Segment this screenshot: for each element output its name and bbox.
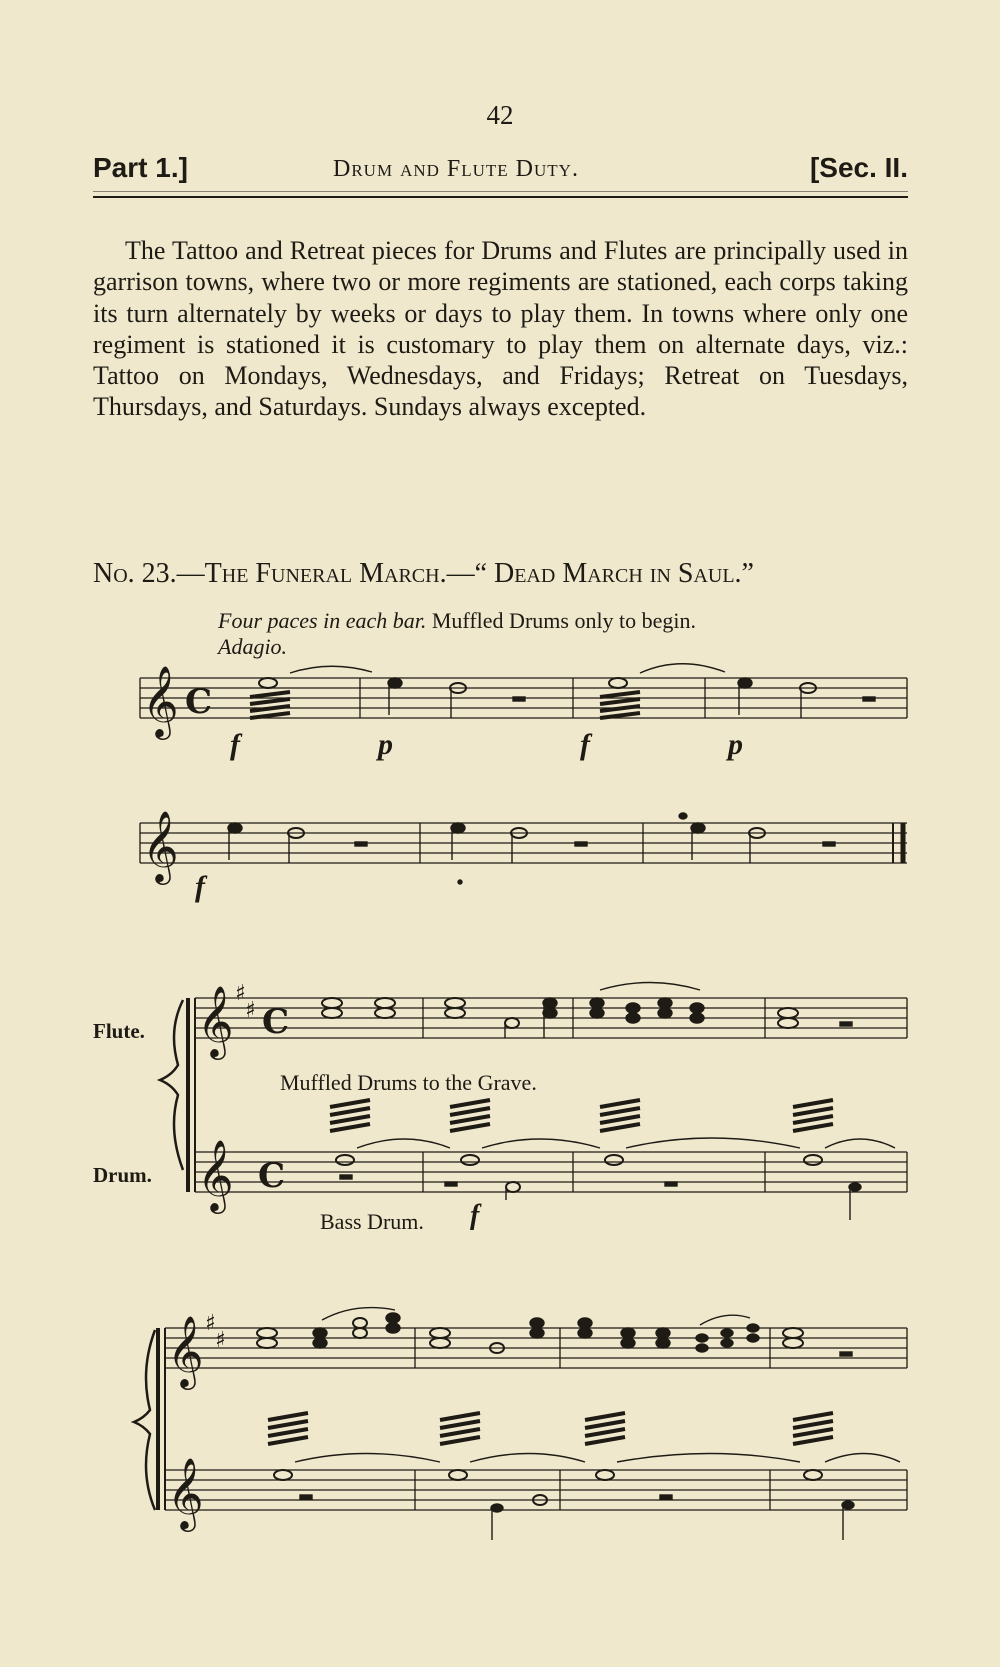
note bbox=[388, 678, 402, 688]
dynamic-forte: f bbox=[470, 1200, 480, 1231]
note bbox=[609, 678, 627, 688]
drum-roll bbox=[793, 1413, 833, 1444]
note bbox=[721, 1339, 733, 1347]
key-signature: ♯ bbox=[245, 998, 256, 1023]
note bbox=[313, 1328, 327, 1338]
treble-clef: 𝄞 bbox=[167, 1456, 204, 1529]
body-paragraph: The Tattoo and Retreat pieces for Drums and Flutes are principally used in garrison towns, where two or more regiments are stationed, each corps taking its turn alternately by weeks or days to play them. In towns where only one regiment is stationed it is customary to play them on alternate days, viz.: Tattoo on Mondays, Wednesdays, and Fridays; Retreat on Tuesdays, Thursdays, and Saturdays. Sundays always excepted. bbox=[93, 236, 908, 422]
note bbox=[804, 1470, 822, 1480]
note bbox=[257, 1328, 277, 1338]
note bbox=[375, 1008, 395, 1018]
flute-label: Flute. bbox=[93, 1019, 145, 1043]
note bbox=[605, 1155, 623, 1165]
note bbox=[747, 1324, 759, 1332]
staff-brace bbox=[160, 1000, 183, 1170]
tempo-marking: Adagio. bbox=[218, 634, 288, 659]
staff-brace bbox=[134, 1330, 155, 1510]
note bbox=[445, 998, 465, 1008]
key-signature: ♯ bbox=[215, 1328, 226, 1353]
key-signature: ♯ bbox=[235, 981, 246, 1006]
note bbox=[461, 1155, 479, 1165]
note bbox=[506, 1182, 520, 1192]
bass-drum-label: Bass Drum. bbox=[320, 1209, 424, 1234]
note bbox=[783, 1328, 803, 1338]
instruction-drums: Muffled Drums only to begin. bbox=[431, 608, 697, 633]
drum-roll bbox=[330, 1100, 370, 1131]
note bbox=[353, 1318, 367, 1328]
note bbox=[626, 1013, 640, 1023]
header-part: Part 1.] bbox=[93, 152, 188, 183]
page-number: 42 bbox=[486, 100, 514, 130]
treble-clef: 𝄞 bbox=[197, 1138, 234, 1211]
note bbox=[691, 823, 705, 833]
note bbox=[228, 823, 242, 833]
note bbox=[313, 1338, 327, 1348]
note bbox=[578, 1318, 592, 1328]
note bbox=[656, 1328, 670, 1338]
drum-roll bbox=[600, 1100, 640, 1131]
drum-roll bbox=[268, 1413, 308, 1444]
note bbox=[322, 1008, 342, 1018]
drum-roll bbox=[450, 1100, 490, 1131]
drum-roll bbox=[440, 1413, 480, 1444]
note bbox=[274, 1470, 292, 1480]
note bbox=[590, 998, 604, 1008]
note bbox=[445, 1008, 465, 1018]
header-section: [Sec. II. bbox=[809, 152, 908, 183]
note bbox=[430, 1328, 450, 1338]
drum-roll bbox=[793, 1100, 833, 1131]
note bbox=[778, 1008, 798, 1018]
treble-clef: 𝄞 bbox=[197, 984, 234, 1057]
staccato-dot bbox=[458, 880, 462, 884]
note bbox=[804, 1155, 822, 1165]
note bbox=[578, 1328, 592, 1338]
note bbox=[696, 1334, 708, 1342]
note bbox=[690, 1003, 704, 1013]
dynamic-piano: p bbox=[378, 728, 393, 761]
drum-label: Drum. bbox=[93, 1163, 152, 1187]
note bbox=[658, 998, 672, 1008]
note bbox=[322, 998, 342, 1008]
note bbox=[621, 1328, 635, 1338]
note bbox=[257, 1338, 277, 1348]
note bbox=[590, 1008, 604, 1018]
note bbox=[259, 678, 277, 688]
note bbox=[738, 678, 752, 688]
time-signature: C bbox=[185, 682, 213, 722]
treble-clef: 𝄞 bbox=[142, 809, 179, 882]
note bbox=[375, 998, 395, 1008]
note bbox=[656, 1338, 670, 1348]
note bbox=[849, 1183, 861, 1191]
note bbox=[621, 1338, 635, 1348]
note bbox=[505, 1018, 519, 1028]
note bbox=[842, 1501, 854, 1509]
note bbox=[778, 1018, 798, 1028]
time-signature: C bbox=[262, 1002, 290, 1042]
note bbox=[451, 823, 465, 833]
note bbox=[626, 1003, 640, 1013]
dynamic-forte: f bbox=[230, 728, 240, 761]
treble-clef: 𝄞 bbox=[142, 664, 179, 737]
note bbox=[747, 1334, 759, 1342]
note bbox=[543, 998, 557, 1008]
header-title: Drum and Flute Duty. bbox=[333, 156, 579, 182]
dynamic-piano: p bbox=[728, 728, 743, 761]
note bbox=[783, 1338, 803, 1348]
note bbox=[690, 1013, 704, 1023]
note bbox=[543, 1008, 557, 1018]
treble-clef: 𝄞 bbox=[167, 1314, 204, 1387]
note bbox=[353, 1328, 367, 1338]
note bbox=[658, 1008, 672, 1018]
note bbox=[430, 1338, 450, 1348]
instruction-paces: Four paces in each bar. bbox=[218, 608, 427, 633]
dynamic-forte: f bbox=[580, 728, 590, 761]
note bbox=[386, 1323, 400, 1333]
grave-instruction: Muffled Drums to the Grave. bbox=[280, 1070, 537, 1095]
note bbox=[596, 1470, 614, 1480]
drum-roll bbox=[585, 1413, 625, 1444]
note bbox=[386, 1313, 400, 1323]
note bbox=[491, 1504, 503, 1512]
grace-note bbox=[679, 813, 687, 819]
note bbox=[696, 1344, 708, 1352]
note bbox=[721, 1329, 733, 1337]
note bbox=[530, 1328, 544, 1338]
key-signature: ♯ bbox=[205, 1311, 216, 1336]
note bbox=[336, 1155, 354, 1165]
time-signature: C bbox=[258, 1156, 286, 1196]
march-title: No. 23.—The Funeral March.—“ Dead March in Saul.” bbox=[93, 558, 754, 589]
dynamic-forte: f bbox=[195, 870, 205, 903]
note bbox=[449, 1470, 467, 1480]
note bbox=[530, 1318, 544, 1328]
